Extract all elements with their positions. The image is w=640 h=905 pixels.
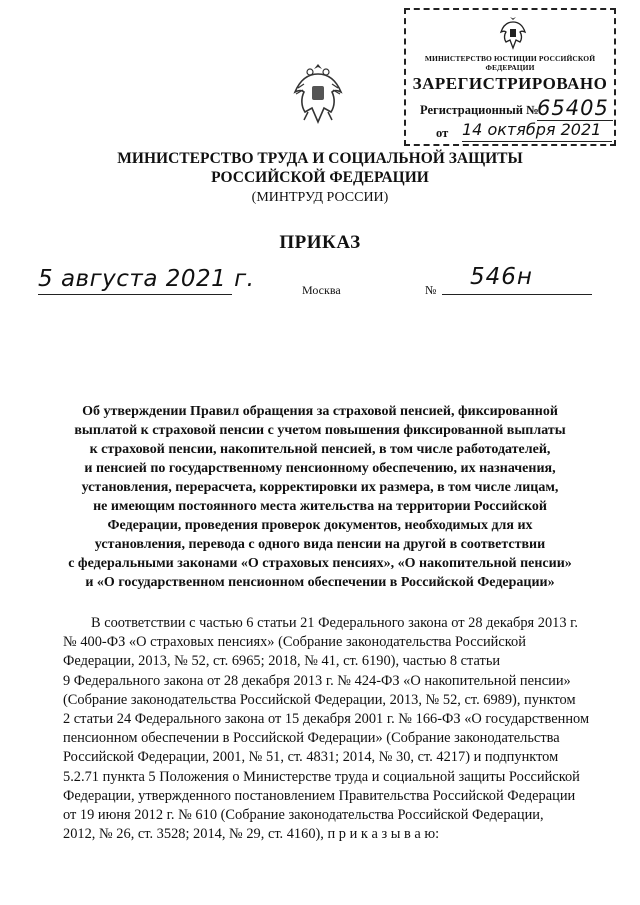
order-subject [48, 402, 592, 592]
registration-stamp [404, 8, 616, 146]
body-line: В соответствии с частью 6 статьи 21 Федерального закона от 28 декабря 2013 г. [91, 615, 579, 631]
stamp-date-underline [462, 141, 612, 142]
body-line: Российской Федерации, 2001, № 51, ст. 4831; 2014, № 30, ст. 4217) и подпунктом [63, 749, 559, 766]
order-date-underline [38, 294, 232, 295]
subject-line: с федеральными законами «О страховых пенсиях», «О накопительной пенсии» [68, 556, 572, 571]
stamp-status: ЗАРЕГИСТРИРОВАНО [412, 74, 608, 93]
subject-line: к страховой пенсии, накопительной пенсией, в том числе работодателей, [89, 442, 551, 457]
body-line: 2 статьи 24 Федерального закона от 15 декабря 2001 г. № 166-ФЗ «О государственном [63, 711, 590, 728]
body-line: пенсионном обеспечении в Российской Федерации» (Собрание законодательства [63, 730, 560, 747]
stamp-date-label: от [436, 126, 449, 140]
body-line: от 19 июня 2012 г. № 610 (Собрание законодательства Российской Федерации, [63, 807, 544, 824]
stamp-reg-label: Регистрационный № [420, 103, 539, 117]
body-line: Федерации, 2013, № 52, ст. 6965; 2018, № 41, ст. 6190), частью 8 статьи [63, 653, 501, 670]
order-number-label: № [425, 283, 437, 297]
subject-line: Федерации, проведения проверок документов, необходимых для их [107, 518, 533, 533]
body-line: Федерации, утвержденного постановлением Правительства Российской Федерации [63, 787, 576, 804]
document-type-title: ПРИКАЗ [279, 232, 361, 253]
subject-line: и пенсией по государственному пенсионному обеспечению, их назначения, [84, 461, 556, 476]
ministry-name-line2: РОССИЙСКОЙ ФЕДЕРАЦИИ [211, 169, 429, 186]
ministry-abbreviation: (МИНТРУД РОССИИ) [251, 190, 389, 205]
order-preamble [63, 614, 601, 844]
body-line: (Собрание законодательства Российской Федерации, 2013, № 52, ст. 6989), пунктом [63, 691, 576, 708]
body-line: № 400-ФЗ «О страховых пенсиях» (Собрание законодательства Российской [63, 634, 526, 651]
order-number: 546н [470, 264, 533, 290]
body-line: 9 Федерального закона от 28 декабря 2013 г. № 424-ФЗ «О накопительной пенсии» [63, 672, 571, 689]
body-line: 2012, № 26, ст. 3528; 2014, № 29, ст. 4160), п р и к а з ы в а ю: [63, 826, 440, 843]
eagle-emblem-icon [498, 16, 528, 50]
stamp-date-value: 14 октября 2021 [462, 120, 602, 139]
subject-line: установления, перерасчета, корректировки их размера, в том числе лицам, [81, 480, 559, 495]
order-city: Москва [302, 283, 341, 297]
subject-line: не имеющим постоянного места жительства на территории Российской [93, 499, 547, 514]
stamp-organization: МИНИСТЕРСТВО ЮСТИЦИИ РОССИЙСКОЙ ФЕДЕРАЦИИ [424, 54, 596, 72]
subject-line: выплатой к страховой пенсии с учетом повышения фиксированной выплаты [74, 423, 566, 438]
ministry-name-line1: МИНИСТЕРСТВО ТРУДА И СОЦИАЛЬНОЙ ЗАЩИТЫ [117, 150, 523, 167]
coat-of-arms-icon [290, 62, 346, 126]
subject-line: и «О государственном пенсионном обеспечении в Российской Федерации» [85, 575, 555, 590]
subject-line: Об утверждении Правил обращения за страховой пенсией, фиксированной [82, 404, 558, 419]
body-line: 5.2.71 пункта 5 Положения о Министерстве труда и социальной защиты Российской [63, 768, 580, 785]
order-date: 5 августа 2021 г. [38, 266, 255, 292]
subject-line: установления, перевода с одного вида пенсии на другой в соответствии [94, 537, 546, 552]
order-number-underline [442, 294, 592, 295]
stamp-reg-number: 65405 [537, 96, 609, 120]
